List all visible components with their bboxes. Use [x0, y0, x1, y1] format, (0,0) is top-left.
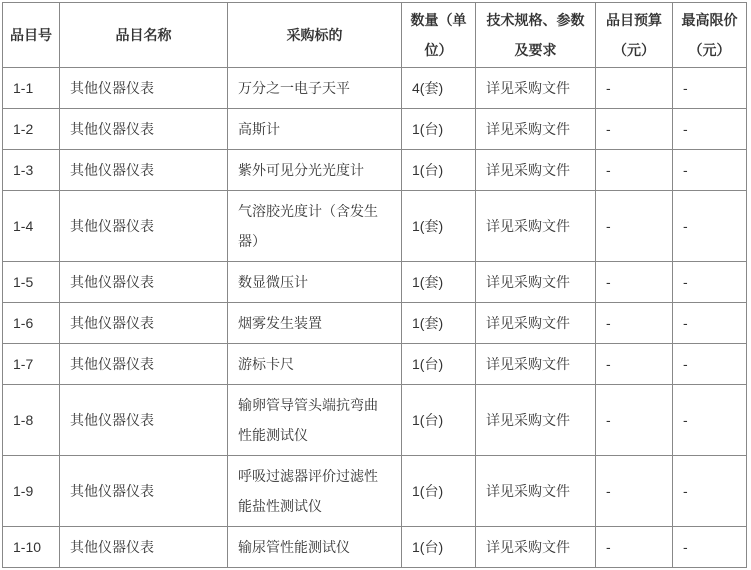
cell-item-no: 1-4 [3, 191, 60, 262]
cell-max-price: - [673, 385, 747, 456]
table-row [3, 68, 747, 109]
cell-quantity: 1(套) [402, 191, 476, 262]
cell-budget: - [596, 68, 673, 109]
cell-quantity: 1(台) [402, 150, 476, 191]
cell-item-no: 1-9 [3, 456, 60, 527]
cell-item-name: 其他仪器仪表 [60, 456, 228, 527]
table-row [3, 527, 747, 568]
cell-item-no: 1-6 [3, 303, 60, 344]
cell-item-name: 其他仪器仪表 [60, 191, 228, 262]
table-row [3, 456, 747, 527]
cell-subject: 呼吸过滤器评价过滤性能盐性测试仪 [228, 456, 402, 527]
cell-max-price: - [673, 109, 747, 150]
table-row [3, 109, 747, 150]
cell-quantity: 4(套) [402, 68, 476, 109]
cell-budget: - [596, 527, 673, 568]
cell-budget: - [596, 109, 673, 150]
cell-item-name: 其他仪器仪表 [60, 527, 228, 568]
table-header [3, 3, 747, 68]
cell-subject: 数显微压计 [228, 262, 402, 303]
table-body [3, 68, 747, 568]
cell-max-price: - [673, 303, 747, 344]
header-max-price: 最高限价（元） [673, 3, 747, 68]
cell-item-no: 1-3 [3, 150, 60, 191]
cell-item-name: 其他仪器仪表 [60, 68, 228, 109]
cell-item-no: 1-10 [3, 527, 60, 568]
cell-budget: - [596, 150, 673, 191]
cell-max-price: - [673, 262, 747, 303]
cell-spec: 详见采购文件 [476, 109, 596, 150]
cell-quantity: 1(台) [402, 385, 476, 456]
header-subject: 采购标的 [228, 3, 402, 68]
cell-budget: - [596, 262, 673, 303]
cell-subject: 游标卡尺 [228, 344, 402, 385]
cell-spec: 详见采购文件 [476, 385, 596, 456]
cell-item-name: 其他仪器仪表 [60, 262, 228, 303]
cell-max-price: - [673, 456, 747, 527]
header-quantity: 数量（单位） [402, 3, 476, 68]
cell-budget: - [596, 303, 673, 344]
cell-max-price: - [673, 68, 747, 109]
cell-subject: 高斯计 [228, 109, 402, 150]
procurement-items-table [2, 2, 747, 568]
table-row [3, 344, 747, 385]
table-row [3, 150, 747, 191]
header-budget: 品目预算（元） [596, 3, 673, 68]
cell-quantity: 1(台) [402, 344, 476, 385]
cell-spec: 详见采购文件 [476, 303, 596, 344]
cell-spec: 详见采购文件 [476, 527, 596, 568]
header-item-name: 品目名称 [60, 3, 228, 68]
cell-item-no: 1-7 [3, 344, 60, 385]
cell-item-no: 1-1 [3, 68, 60, 109]
table-row [3, 385, 747, 456]
cell-spec: 详见采购文件 [476, 150, 596, 191]
cell-spec: 详见采购文件 [476, 262, 596, 303]
cell-spec: 详见采购文件 [476, 456, 596, 527]
cell-quantity: 1(台) [402, 456, 476, 527]
cell-max-price: - [673, 150, 747, 191]
cell-item-name: 其他仪器仪表 [60, 385, 228, 456]
cell-spec: 详见采购文件 [476, 68, 596, 109]
cell-quantity: 1(套) [402, 262, 476, 303]
cell-subject: 万分之一电子天平 [228, 68, 402, 109]
cell-spec: 详见采购文件 [476, 191, 596, 262]
cell-item-no: 1-2 [3, 109, 60, 150]
cell-budget: - [596, 344, 673, 385]
cell-item-name: 其他仪器仪表 [60, 150, 228, 191]
cell-subject: 紫外可见分光光度计 [228, 150, 402, 191]
cell-max-price: - [673, 344, 747, 385]
cell-spec: 详见采购文件 [476, 344, 596, 385]
table-row [3, 191, 747, 262]
header-item-no: 品目号 [3, 3, 60, 68]
cell-max-price: - [673, 191, 747, 262]
cell-quantity: 1(套) [402, 303, 476, 344]
cell-budget: - [596, 385, 673, 456]
cell-subject: 烟雾发生装置 [228, 303, 402, 344]
cell-quantity: 1(台) [402, 109, 476, 150]
table-row [3, 303, 747, 344]
cell-budget: - [596, 456, 673, 527]
cell-item-name: 其他仪器仪表 [60, 303, 228, 344]
header-spec: 技术规格、参数及要求 [476, 3, 596, 68]
cell-item-no: 1-8 [3, 385, 60, 456]
cell-quantity: 1(台) [402, 527, 476, 568]
cell-budget: - [596, 191, 673, 262]
header-row [3, 3, 747, 68]
cell-subject: 气溶胶光度计（含发生器） [228, 191, 402, 262]
cell-max-price: - [673, 527, 747, 568]
cell-item-name: 其他仪器仪表 [60, 344, 228, 385]
cell-subject: 输尿管性能测试仪 [228, 527, 402, 568]
cell-item-no: 1-5 [3, 262, 60, 303]
table-row [3, 262, 747, 303]
cell-item-name: 其他仪器仪表 [60, 109, 228, 150]
cell-subject: 输卵管导管头端抗弯曲性能测试仪 [228, 385, 402, 456]
